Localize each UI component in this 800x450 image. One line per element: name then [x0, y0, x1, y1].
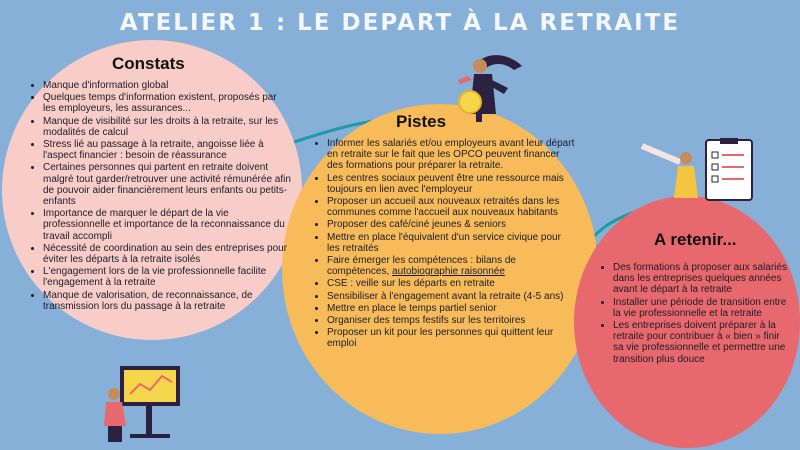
- list-item: • Certaines personnes qui partent en retraite doivent malgré tout garder/retrouver une activité rémunérée afin de pouvoir aider financièrement leurs enfants ou petits-enfants: [43, 162, 291, 207]
- list-item: • Proposer un accueil aux nouveaux retraités dans les communes comme l'accueil aux nouveaux habitants: [327, 196, 575, 218]
- list-item: • Nécessité de coordination au sein des entreprises pour éviter les départs à la retraite isolés: [43, 243, 291, 265]
- list-item-text: Faire émerger les compétences : bilans de compétences,: [327, 255, 516, 278]
- pistes-list: [314, 138, 575, 351]
- pistes-heading: Pistes: [396, 112, 447, 131]
- list-item: • CSE : veille sur les départs en retraite: [327, 278, 575, 289]
- autobiographie-link: autobiographie raisonnée: [392, 266, 505, 278]
- list-item: • Manque d'information global: [43, 80, 291, 91]
- page-title: ATELIER 1 : LE DEPART À LA RETRAITE: [119, 10, 681, 36]
- list-item: • Installer une période de transition entre la vie professionnelle et la retraite: [613, 297, 793, 319]
- person-at-desk-with-screen-illustration: [100, 364, 186, 448]
- list-item: • Les entreprises doivent préparer à la retraite pour contribuer à « bien » finir sa vie professionnelle et permettre une transition plus douce: [613, 320, 793, 365]
- list-item: • Manque de valorisation, de reconnaissance, de transmission lors du passage à la retraite: [43, 290, 291, 312]
- retenir-heading: A retenir...: [654, 230, 737, 249]
- list-item: • L'engagement lors de la vie professionnelle facilite l'engagement à la retraite: [43, 266, 291, 288]
- list-item: • Sensibiliser à l'engagement avant la retraite (4-5 ans): [327, 291, 575, 302]
- constats-heading: Constats: [112, 54, 185, 73]
- person-with-pencil-and-clipboard-illustration: [640, 138, 760, 208]
- list-item: • Importance de marquer le départ de la vie professionnelle et importance de la reconnaissance du travail accompli: [43, 208, 291, 242]
- list-item: • Mettre en place l'équivalent d'un service civique pour les retraités: [327, 232, 575, 254]
- list-item: • Proposer des café/ciné jeunes & seniors: [327, 219, 575, 230]
- list-item: • Informer les salariés et/ou employeurs avant leur départ en retraite sur le fait que les OPCO peuvent financer des formations pour préparer la retraite.: [327, 138, 575, 172]
- list-item: • Organiser des temps festifs sur les territoires: [327, 315, 575, 326]
- list-item: • Des formations à proposer aux salariés dans les entreprises quelques années avant le départ à la retraite: [613, 262, 793, 296]
- list-item: • Manque de visibilité sur les droits à la retraite, sur les modalités de calcul: [43, 116, 291, 138]
- constats-list: [30, 80, 291, 313]
- list-item: • Les centres sociaux peuvent être une ressource mais toujours en lien avec l'employeur: [327, 173, 575, 195]
- list-item: • Quelques temps d'information existent, proposés par les employeurs, les assurances...: [43, 92, 291, 114]
- list-item: • Mettre en place le temps partiel senior: [327, 303, 575, 314]
- list-item: • Stress lié au passage à la retraite, angoisse liée à l'aspect financier : besoin de réassurance: [43, 139, 291, 161]
- person-with-coin-illustration: [448, 44, 528, 124]
- retenir-list: [600, 262, 793, 366]
- list-item: [327, 255, 575, 277]
- list-item: • Proposer un kit pour les personnes qui quittent leur emploi: [327, 327, 575, 349]
